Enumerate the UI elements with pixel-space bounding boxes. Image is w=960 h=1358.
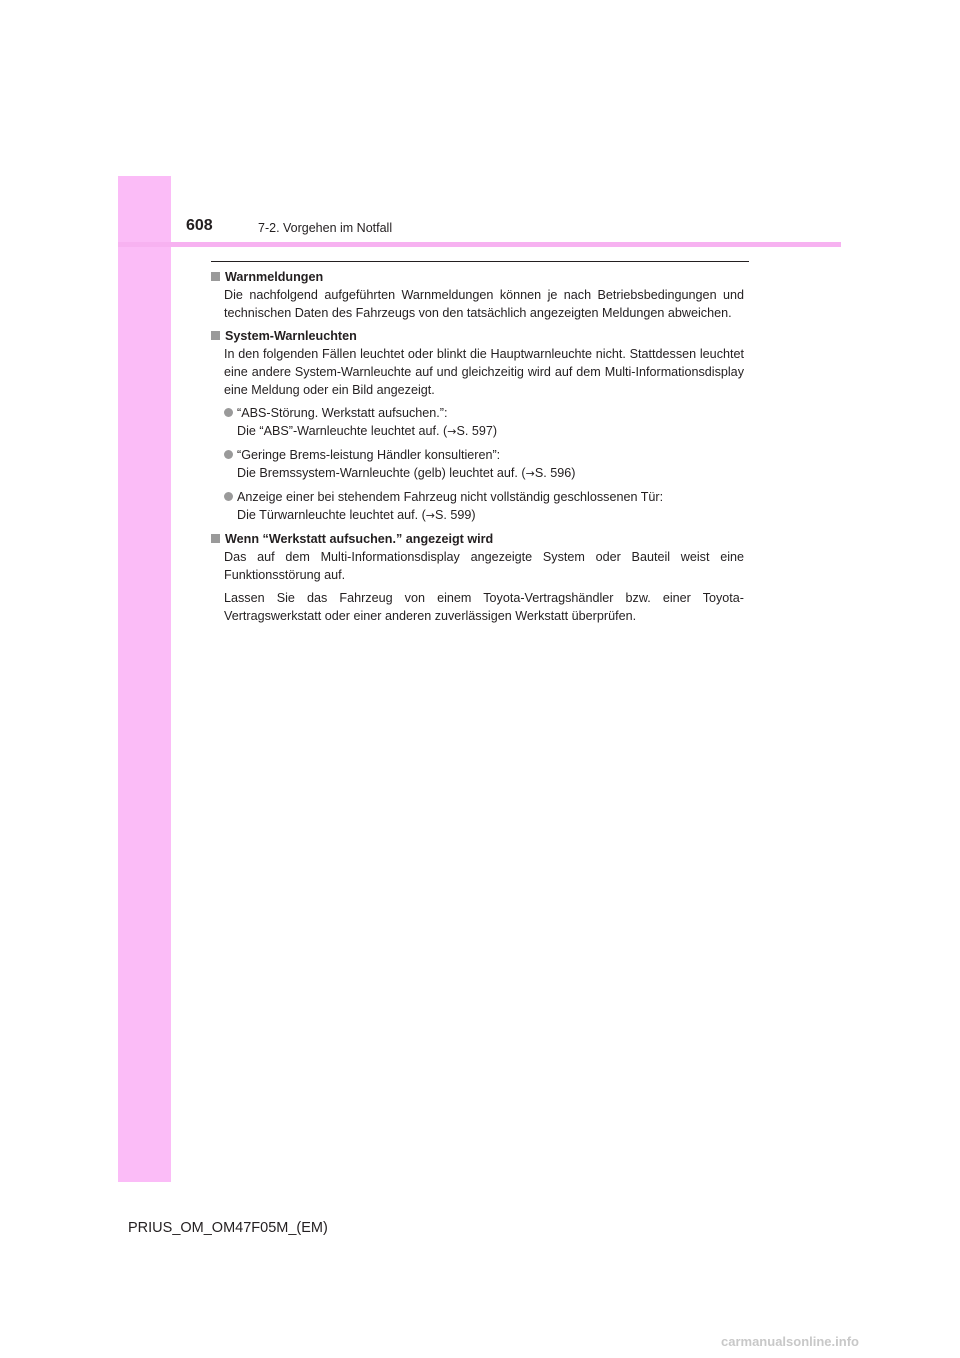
list-item-title: “Geringe Brems-leistung Händler konsultieren”:: [237, 448, 501, 462]
list-item-title: Anzeige einer bei stehendem Fahrzeug nicht vollständig geschlossenen Tür:: [237, 490, 664, 504]
arrow-right-icon: →: [425, 509, 435, 522]
circle-bullet-icon: [224, 408, 233, 417]
list-item: [224, 488, 744, 525]
arrow-right-icon: →: [447, 425, 457, 438]
list-item-detail: Die “ABS”-Warnleuchte leuchtet auf. (→S. 597): [237, 424, 498, 438]
chapter-title: 7-2. Vorgehen im Notfall: [258, 221, 393, 235]
heading-text: Wenn “Werkstatt aufsuchen.” angezeigt wird: [225, 532, 494, 546]
heading-text: Warnmeldungen: [225, 270, 324, 284]
footer-code: PRIUS_OM_OM47F05M_(EM): [128, 1220, 328, 1236]
section-warnmeldungen: [211, 268, 744, 322]
section-heading: [211, 327, 744, 345]
section-heading: [211, 530, 744, 548]
section-system-warnleuchten: [211, 327, 744, 525]
paragraph: Lassen Sie das Fahrzeug von einem Toyota-Vertragshändler bzw. einer Toyota-Vertragswerkstatt oder einer anderen zuverlässigen Werkstatt überprüfen.: [224, 591, 744, 623]
arrow-right-icon: →: [525, 467, 535, 480]
circle-bullet-icon: [224, 492, 233, 501]
paragraph: Die nachfolgend aufgeführten Warnmeldungen können je nach Betriebsbedingungen und technischen Daten des Fahrzeugs von den tatsächlich angezeigten Meldungen abweichen.: [224, 288, 744, 320]
header-rule: [118, 242, 841, 247]
page-number: 608: [186, 217, 213, 234]
circle-bullet-icon: [224, 450, 233, 459]
main-content: [211, 268, 744, 630]
heading-text: System-Warnleuchten: [225, 329, 357, 343]
watermark-logo[interactable]: carmanualsonline.info: [721, 1334, 859, 1349]
section-heading: [211, 268, 744, 286]
square-bullet-icon: [211, 534, 220, 543]
page-reference: S. 599): [435, 508, 476, 522]
page-reference: S. 597): [456, 424, 498, 438]
list-item-detail: Die Bremssystem-Warnleuchte (gelb) leuchtet auf. (→S. 596): [237, 466, 576, 480]
paragraph: In den folgenden Fällen leuchtet oder blinkt die Hauptwarnleuchte nicht. Stattdessen leuchtet eine andere System-Warnleuchte auf und gleichzeitig wird auf dem Multi-Informationsdisplay eine Meldung oder ein Bild angezeigt.: [224, 347, 744, 397]
section-werkstatt-aufsuchen: [211, 530, 744, 625]
square-bullet-icon: [211, 272, 220, 281]
list-item: [224, 404, 744, 441]
content-rule: [211, 261, 749, 262]
square-bullet-icon: [211, 331, 220, 340]
paragraph: Das auf dem Multi-Informationsdisplay angezeigte System oder Bauteil weist eine Funktionsstörung auf.: [224, 550, 744, 582]
list-item: [224, 446, 744, 483]
list-item-detail: Die Türwarnleuchte leuchtet auf. (→S. 599): [237, 508, 476, 522]
side-color-strip: [118, 176, 171, 1182]
page-reference: S. 596): [534, 466, 576, 480]
list-item-title: “ABS-Störung. Werkstatt aufsuchen.”:: [237, 406, 448, 420]
